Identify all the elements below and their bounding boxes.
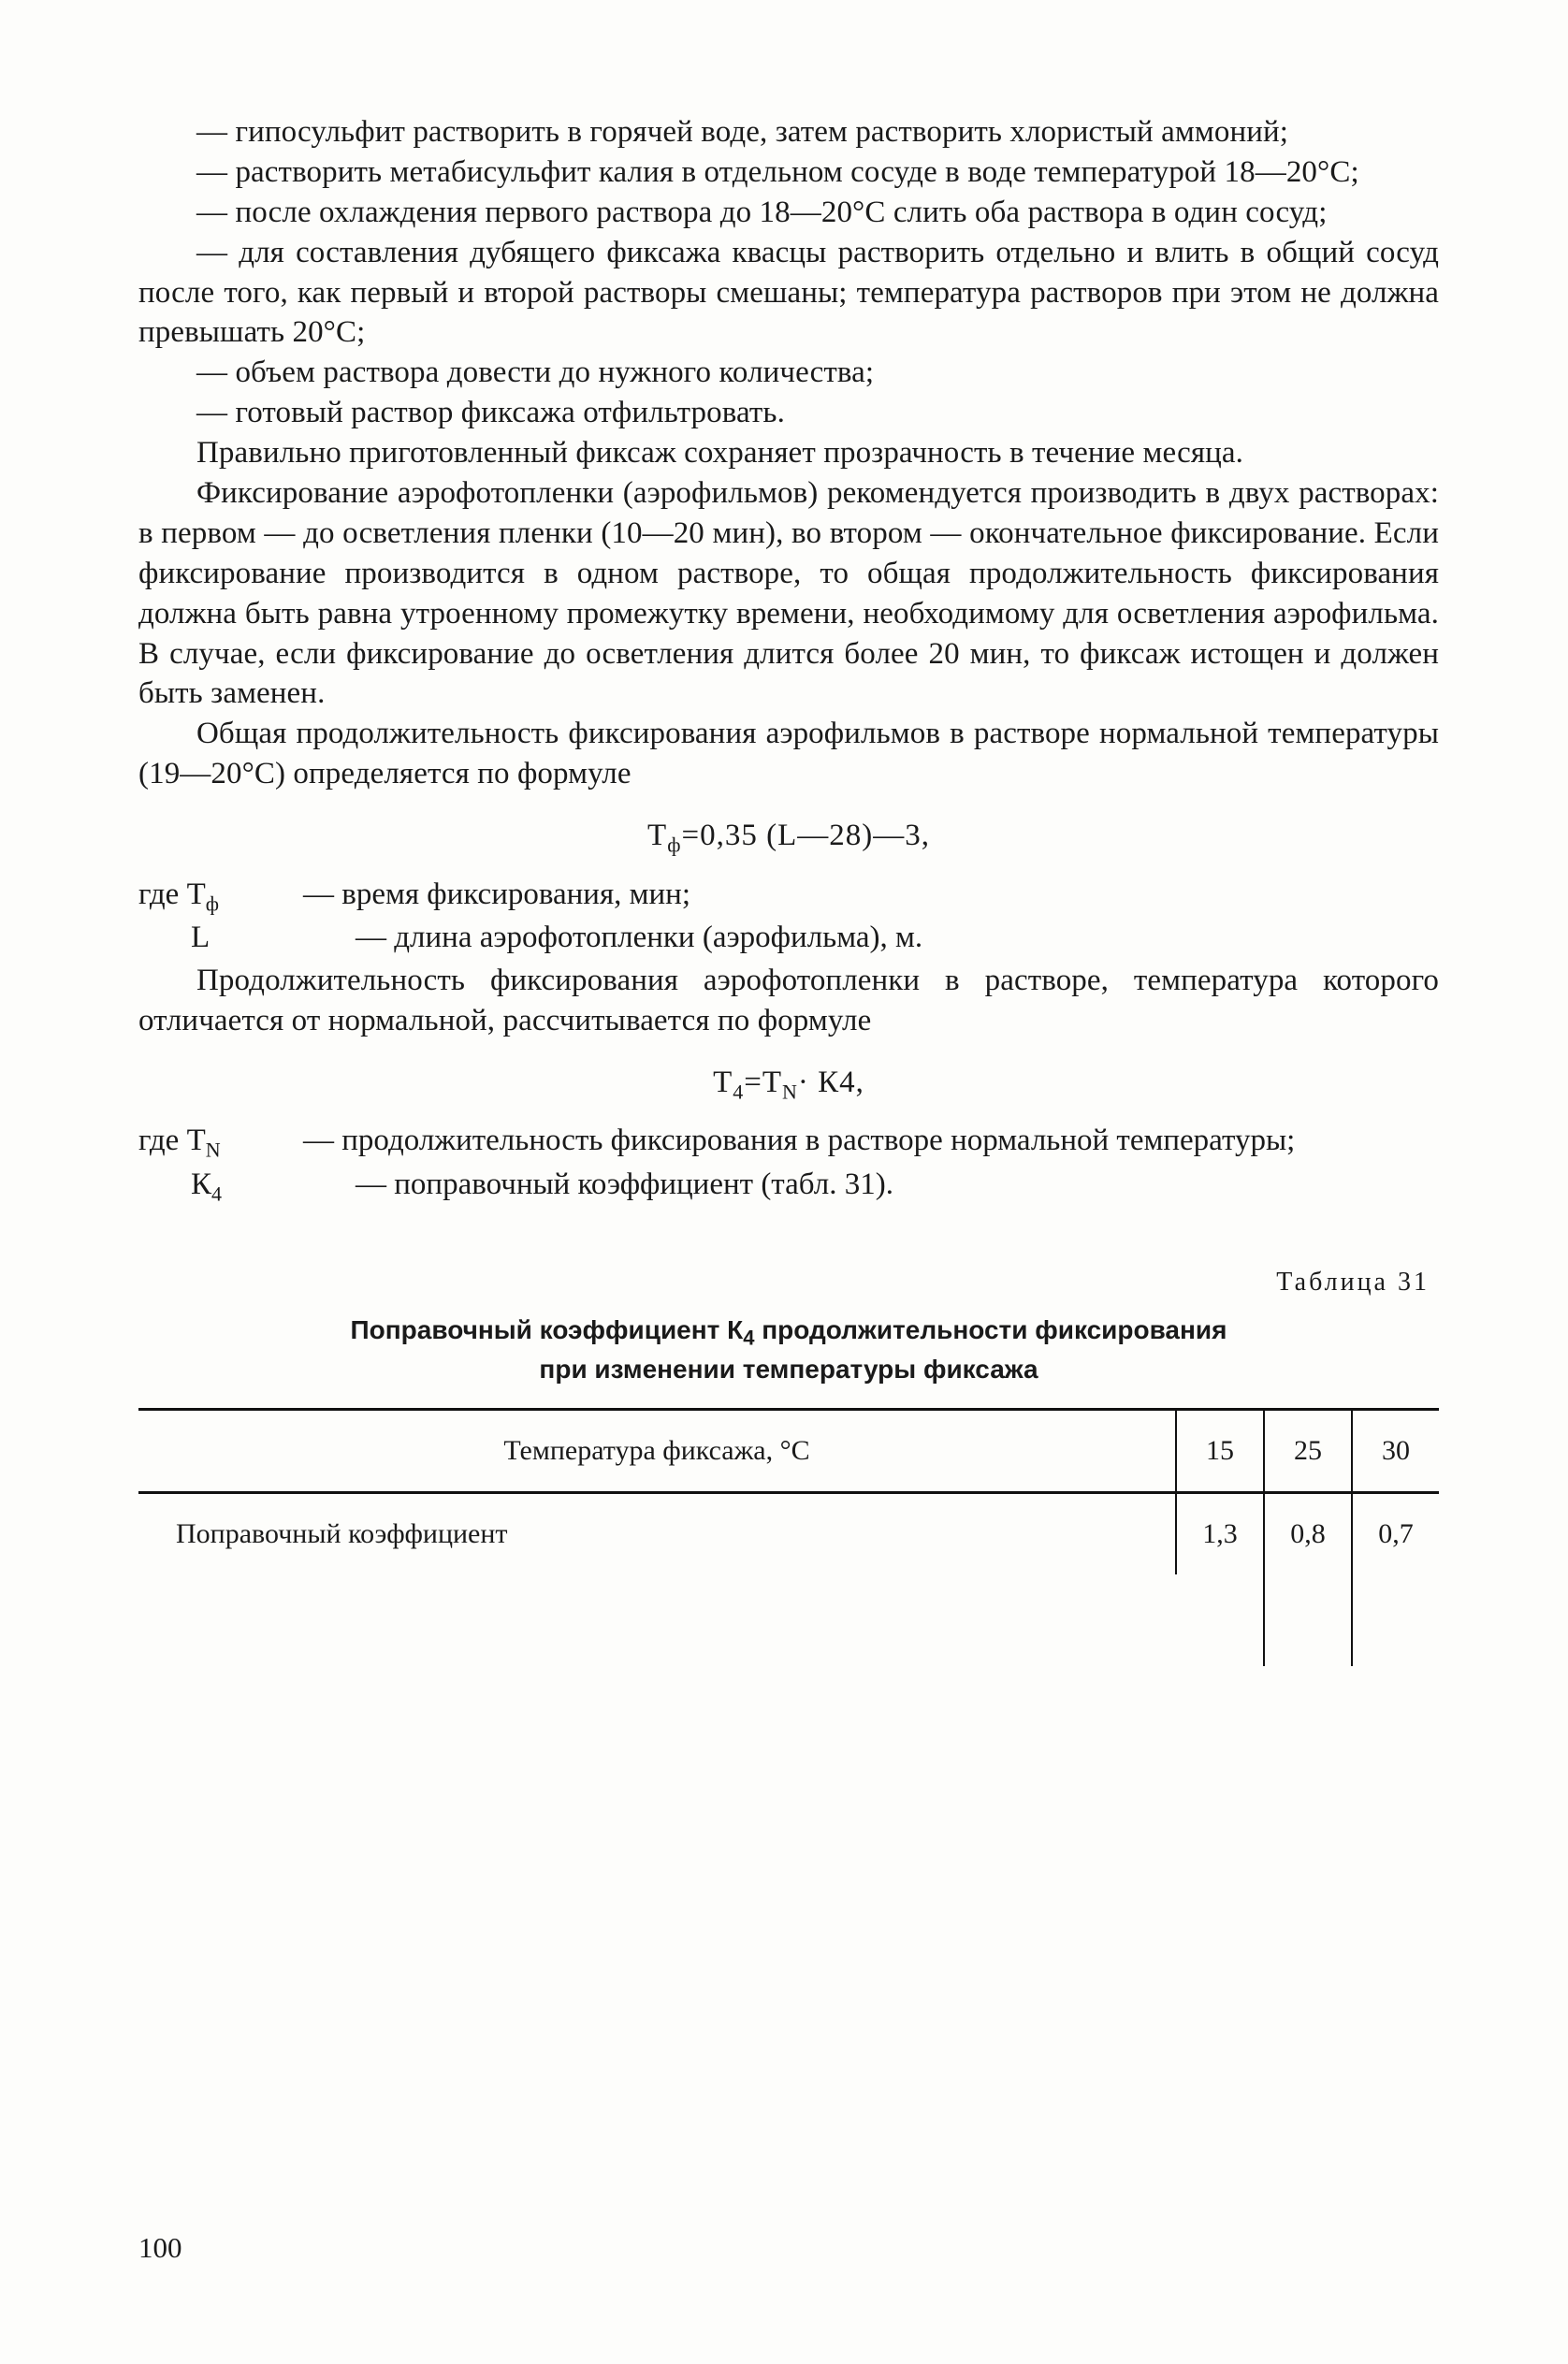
- def-term-base: Т: [186, 877, 206, 911]
- paragraph-bullet-2: — растворить метабисульфит калия в отдельном сосуде в воде температурой 18—20°С;: [196, 154, 1359, 189]
- table-cell-value: 0,7: [1378, 1517, 1414, 1549]
- paragraph-bullet-4: — для составления дубящего фиксажа квасцы растворить отдельно и влить в общий сосуд после того, как первый и второй растворы смешаны; температура растворов при этом не должна превышать 20°С;: [138, 235, 1439, 350]
- table-row-label: Температура фиксажа, °С: [138, 1409, 1176, 1492]
- table-cell-value: 25: [1264, 1409, 1352, 1492]
- def-term-base: Т: [186, 1124, 206, 1158]
- definition-row: [138, 918, 1439, 961]
- paragraph-bullet-5: — объем раствора довести до нужного количества;: [196, 355, 875, 390]
- table-row-label: Поправочный коэффициент: [138, 1492, 1176, 1574]
- page-content: [138, 112, 1439, 1666]
- table-spacer-cell: [1264, 1574, 1352, 1666]
- table-title-sub: 4: [743, 1326, 755, 1350]
- def-term-base: L: [191, 920, 211, 954]
- definition-description: — поправочный коэффициент (табл. 31).: [356, 1167, 893, 1201]
- definition-term: [138, 1121, 303, 1164]
- formula-2-base: Т: [713, 1065, 733, 1099]
- paragraph-duration-other-temp: Продолжительность фиксирования аэрофотопленки в растворе, температура которого отличается от нормальной, рассчитывается по формуле: [138, 964, 1439, 1037]
- formula-1-base: Т: [647, 819, 668, 853]
- definition-row: [138, 1165, 1439, 1208]
- formula-2-sub2: N: [782, 1080, 798, 1104]
- table-number-label: Таблица 31: [1276, 1267, 1430, 1297]
- table-title-line-2: при изменении температуры фиксажа: [539, 1355, 1038, 1385]
- formula-1-sub: ф: [667, 833, 682, 857]
- definition-term: [138, 875, 303, 918]
- formula-2-mid: =Т: [744, 1065, 783, 1099]
- paragraph-fixing-process: Фиксирование аэрофотопленки (аэрофильмов) рекомендуется производить в двух растворах: в первом — до осветления пленки (10—20 мин), во втором — окончательное фиксирование. Если фиксирование производится в одном растворе, то общая продолжительность фиксирования должна быть равна утроенному промежутку времени, необходимому для осветления аэрофильма. В случае, если фиксирование до осветления длится более 20 мин, то фиксаж истощен и должен быть заменен.: [138, 476, 1439, 711]
- definition-row: [138, 875, 1439, 918]
- table-row: [138, 1492, 1439, 1574]
- paragraph-fixer-clarity: Правильно приготовленный фиксаж сохраняет прозрачность в течение месяца.: [196, 436, 1243, 471]
- formula-fixing-time: [138, 819, 1439, 858]
- table-cell-value: 15: [1176, 1409, 1264, 1492]
- def-term-sub: ф: [205, 892, 220, 916]
- correction-coefficient-table: [138, 1408, 1439, 1666]
- def-lead-1: где: [138, 877, 180, 911]
- def-term-base: К: [191, 1167, 212, 1201]
- formula-2-rest: · К4,: [797, 1065, 864, 1099]
- table-spacer-cell: [1352, 1574, 1439, 1666]
- table-row-spacer: [138, 1574, 1439, 1666]
- definition-description: — длина аэрофотопленки (аэрофильма), м.: [356, 920, 923, 954]
- table-cell-value: 30: [1382, 1434, 1410, 1466]
- definition-description: — продолжительность фиксирования в растворе нормальной температуры;: [303, 1124, 1296, 1158]
- table-cell-value: 1,3: [1176, 1492, 1264, 1574]
- paragraph-bullet-1: — гипосульфит растворить в горячей воде, затем растворить хлористый аммоний;: [196, 115, 1289, 149]
- formula-2-sub: 4: [733, 1080, 745, 1104]
- def-lead-2: где: [138, 1124, 180, 1158]
- def-term-sub: N: [205, 1138, 221, 1163]
- formula-corrected-time: [138, 1066, 1439, 1105]
- table-spacer-cell: [138, 1574, 1176, 1666]
- table-title: [138, 1313, 1439, 1387]
- definition-term: [138, 918, 356, 961]
- table-cell-value: 0,8: [1264, 1492, 1352, 1574]
- table-title-pre: Поправочный коэффициент К: [350, 1314, 744, 1344]
- definition-row: [138, 1121, 1439, 1164]
- table-spacer-cell: [1176, 1574, 1264, 1666]
- paragraph-bullet-3: — после охлаждения первого раствора до 18—20°С слить оба раствора в один сосуд;: [196, 195, 1328, 229]
- paragraph-bullet-6: — готовый раствор фиксажа отфильтровать.: [196, 396, 785, 430]
- table-row: [138, 1409, 1439, 1492]
- page-number: 100: [138, 2231, 182, 2264]
- paragraph-total-duration: Общая продолжительность фиксирования аэрофильмов в растворе нормальной температуры (19—20°С) определяется по формуле: [138, 717, 1439, 791]
- definition-list-2: [138, 1121, 1439, 1207]
- definition-list-1: [138, 875, 1439, 961]
- formula-1-rest: =0,35 (L—28)—3,: [681, 819, 930, 853]
- definition-term: [138, 1165, 356, 1208]
- definition-description: — время фиксирования, мин;: [303, 877, 691, 911]
- def-term-sub: 4: [211, 1182, 223, 1206]
- table-title-post: продолжительности фиксирования: [754, 1314, 1227, 1344]
